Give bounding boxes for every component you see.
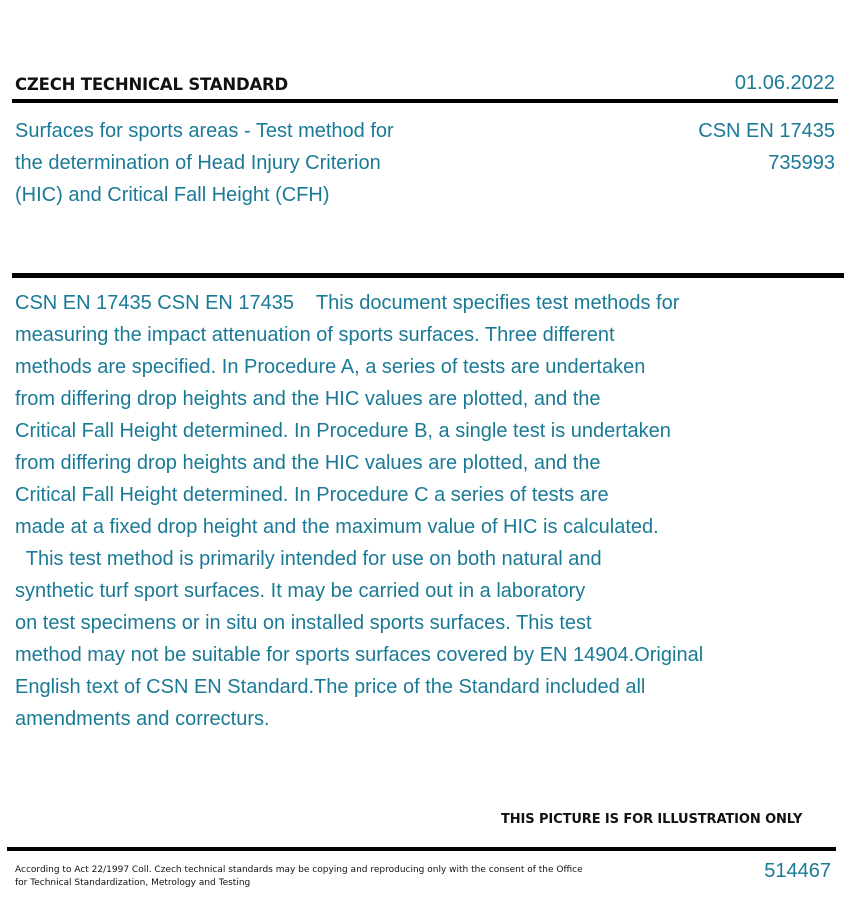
description-line: English text of CSN EN Standard.The price of the Standard included all <box>15 676 646 698</box>
description-line: Critical Fall Height determined. In Procedure C a series of tests are <box>15 484 609 506</box>
standard-description <box>15 287 845 735</box>
publication-date: 01.06.2022 <box>734 72 835 94</box>
illustration-note: THIS PICTURE IS FOR ILLUSTRATION ONLY <box>501 812 803 827</box>
description-line: measuring the impact attenuation of sports surfaces. Three different <box>15 324 615 346</box>
description-line: This test method is primarily intended for use on both natural and <box>15 548 602 570</box>
legal-line: for Technical Standardization, Metrology and Testing <box>15 878 251 888</box>
description-line: from differing drop heights and the HIC values are plotted, and the <box>15 388 601 410</box>
description-line: amendments and correcturs. <box>15 708 270 730</box>
title-divider <box>12 273 844 278</box>
description-line: method may not be suitable for sports surfaces covered by EN 14904.Original <box>15 644 704 666</box>
standard-codes <box>698 115 835 179</box>
legal-notice <box>15 864 615 890</box>
description-line: methods are specified. In Procedure A, a series of tests are undertaken <box>15 356 646 378</box>
header-divider <box>12 99 838 103</box>
standard-title <box>15 115 445 211</box>
class-number: 735993 <box>768 152 835 174</box>
footer-divider <box>7 847 836 851</box>
standard-code: CSN EN 17435 <box>698 120 835 142</box>
description-line: on test specimens or in situ on installed sports surfaces. This test <box>15 612 592 634</box>
description-line: Critical Fall Height determined. In Procedure B, a single test is undertaken <box>15 420 671 442</box>
description-line: CSN EN 17435 CSN EN 17435 This document specifies test methods for <box>15 292 680 314</box>
title-line: the determination of Head Injury Criterion <box>15 152 381 174</box>
description-line: synthetic turf sport surfaces. It may be carried out in a laboratory <box>15 580 586 602</box>
title-line: Surfaces for sports areas - Test method for <box>15 120 394 142</box>
title-line: (HIC) and Critical Fall Height (CFH) <box>15 184 330 206</box>
legal-line: According to Act 22/1997 Coll. Czech technical standards may be copying and reproducing only with the consent of the Office <box>15 865 583 875</box>
document-number: 514467 <box>764 860 831 882</box>
description-line: made at a fixed drop height and the maximum value of HIC is calculated. <box>15 516 659 538</box>
standard-type-label: CZECH TECHNICAL STANDARD <box>15 75 289 94</box>
description-line: from differing drop heights and the HIC values are plotted, and the <box>15 452 601 474</box>
